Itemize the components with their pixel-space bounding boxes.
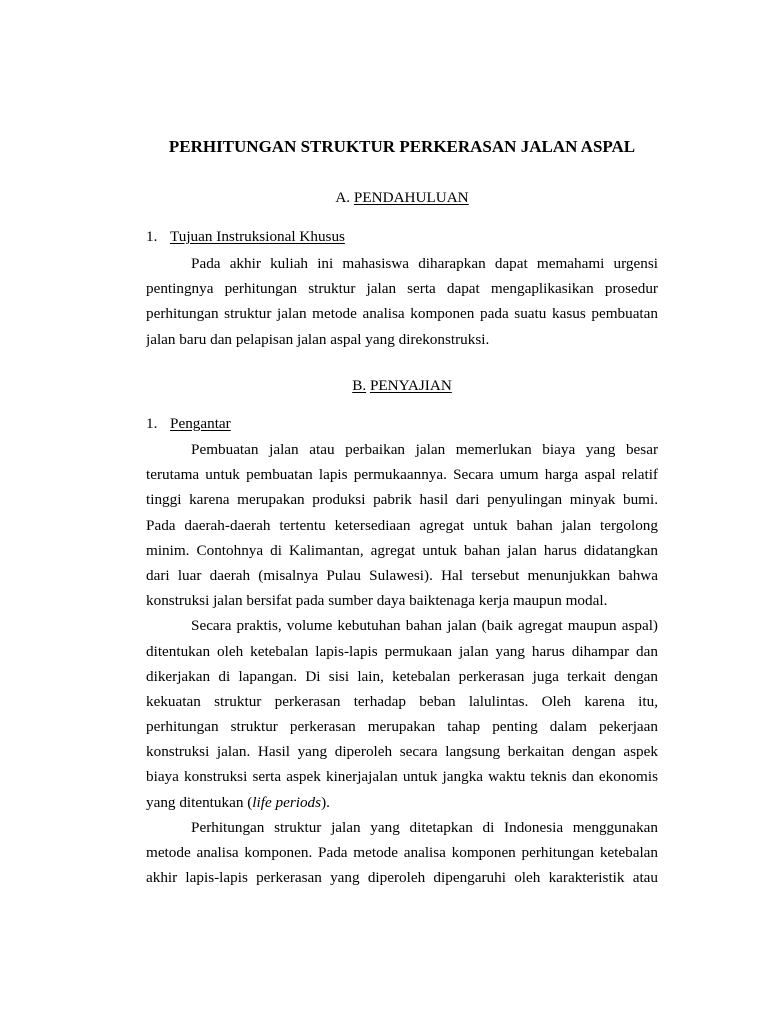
paragraph-line: dikerjakan di lapangan. Di sisi lain, ketebalan perkerasan juga terkait dengan — [146, 667, 658, 685]
paragraph-a1 — [146, 251, 658, 352]
paragraph-line: pentingnya perhitungan struktur jalan serta dapat mengaplikasikan prosedur — [146, 280, 658, 298]
paragraph-line: biaya konstruksi serta aspek kinerjajalan untuk jangka waktu teknis dan ekonomis — [146, 768, 658, 786]
paragraph-line: konstruksi jalan bersifat pada sumber daya baiktenaga kerja maupun modal. — [146, 592, 608, 610]
document-title: PERHITUNGAN STRUKTUR PERKERASAN JALAN ASPAL — [168, 137, 636, 156]
paragraph-line: Secara praktis, volume kebutuhan bahan jalan (baik agregat maupun aspal) — [191, 617, 658, 635]
paragraph-line: kekuatan struktur perkerasan terhadap beban lalulintas. Oleh karena itu, — [146, 692, 658, 710]
paragraph-line: perhitungan struktur jalan metode analisa komponen pada suatu kasus pembuatan — [146, 305, 658, 323]
section-heading-a — [146, 188, 658, 208]
paragraph-line-with-italic — [146, 790, 658, 815]
paragraph-line: dari luar daerah (misalnya Pulau Sulawesi). Hal tersebut menunjukkan bahwa — [146, 566, 658, 584]
subheading-title: Tujuan Instruksional Khusus — [170, 228, 345, 245]
paragraph-line: ditentukan oleh ketebalan lapis-lapis permukaan jalan yang harus dihampar dan — [146, 642, 658, 660]
subheading-number: 1. — [146, 415, 158, 432]
paragraph-line: terutama untuk pembuatan lapis permukaannya. Secara umum harga aspal relatif — [146, 466, 658, 484]
paragraph-line: Pada daerah-daerah tertentu ketersediaan agregat untuk bahan jalan tergolong — [146, 516, 658, 534]
paragraph-line: akhir lapis-lapis perkerasan yang diperoleh dipengaruhi oleh karakteristik atau — [146, 869, 658, 887]
subheading-b1 — [146, 414, 231, 434]
paragraph-line: Perhitungan struktur jalan yang ditetapkan di Indonesia menggunakan — [191, 818, 658, 836]
text-run: ). — [321, 793, 330, 811]
paragraph-line: Pembuatan jalan atau perbaikan jalan memerlukan biaya yang besar — [191, 441, 658, 458]
section-heading-b — [146, 376, 658, 396]
paragraph-line: tinggi karena merupakan produksi pabrik hasil dari penyulingan minyak bumi. — [146, 491, 658, 509]
section-letter: B. — [352, 377, 367, 394]
section-letter: A. — [335, 189, 351, 206]
paragraph-line: metode analisa komponen. Pada metode analisa komponen perhitungan ketebalan — [146, 844, 658, 861]
subheading-number: 1. — [146, 228, 158, 245]
text-run: yang ditentukan ( — [146, 793, 253, 811]
paragraph-line: jalan baru dan pelapisan jalan aspal yang direkonstruksi. — [146, 330, 490, 348]
subheading-a1 — [146, 227, 345, 247]
paragraph-line: minim. Contohnya di Kalimantan, agregat untuk bahan jalan harus didatangkan — [146, 541, 658, 559]
paragraph-b — [146, 437, 658, 890]
paragraph-line: Pada akhir kuliah ini mahasiswa diharapkan dapat memahami urgensi — [191, 255, 658, 272]
paragraph-line: konstruksi jalan. Hasil yang diperoleh secara langsung berkaitan dengan aspek — [146, 743, 658, 761]
subheading-title: Pengantar — [170, 415, 231, 432]
section-title: PENYAJIAN — [369, 377, 452, 394]
section-title: PENDAHULUAN — [353, 189, 469, 206]
italic-term: life periods — [252, 793, 322, 811]
paragraph-line: perhitungan struktur perkerasan merupakan tahap penting dalam pekerjaan — [146, 718, 658, 736]
